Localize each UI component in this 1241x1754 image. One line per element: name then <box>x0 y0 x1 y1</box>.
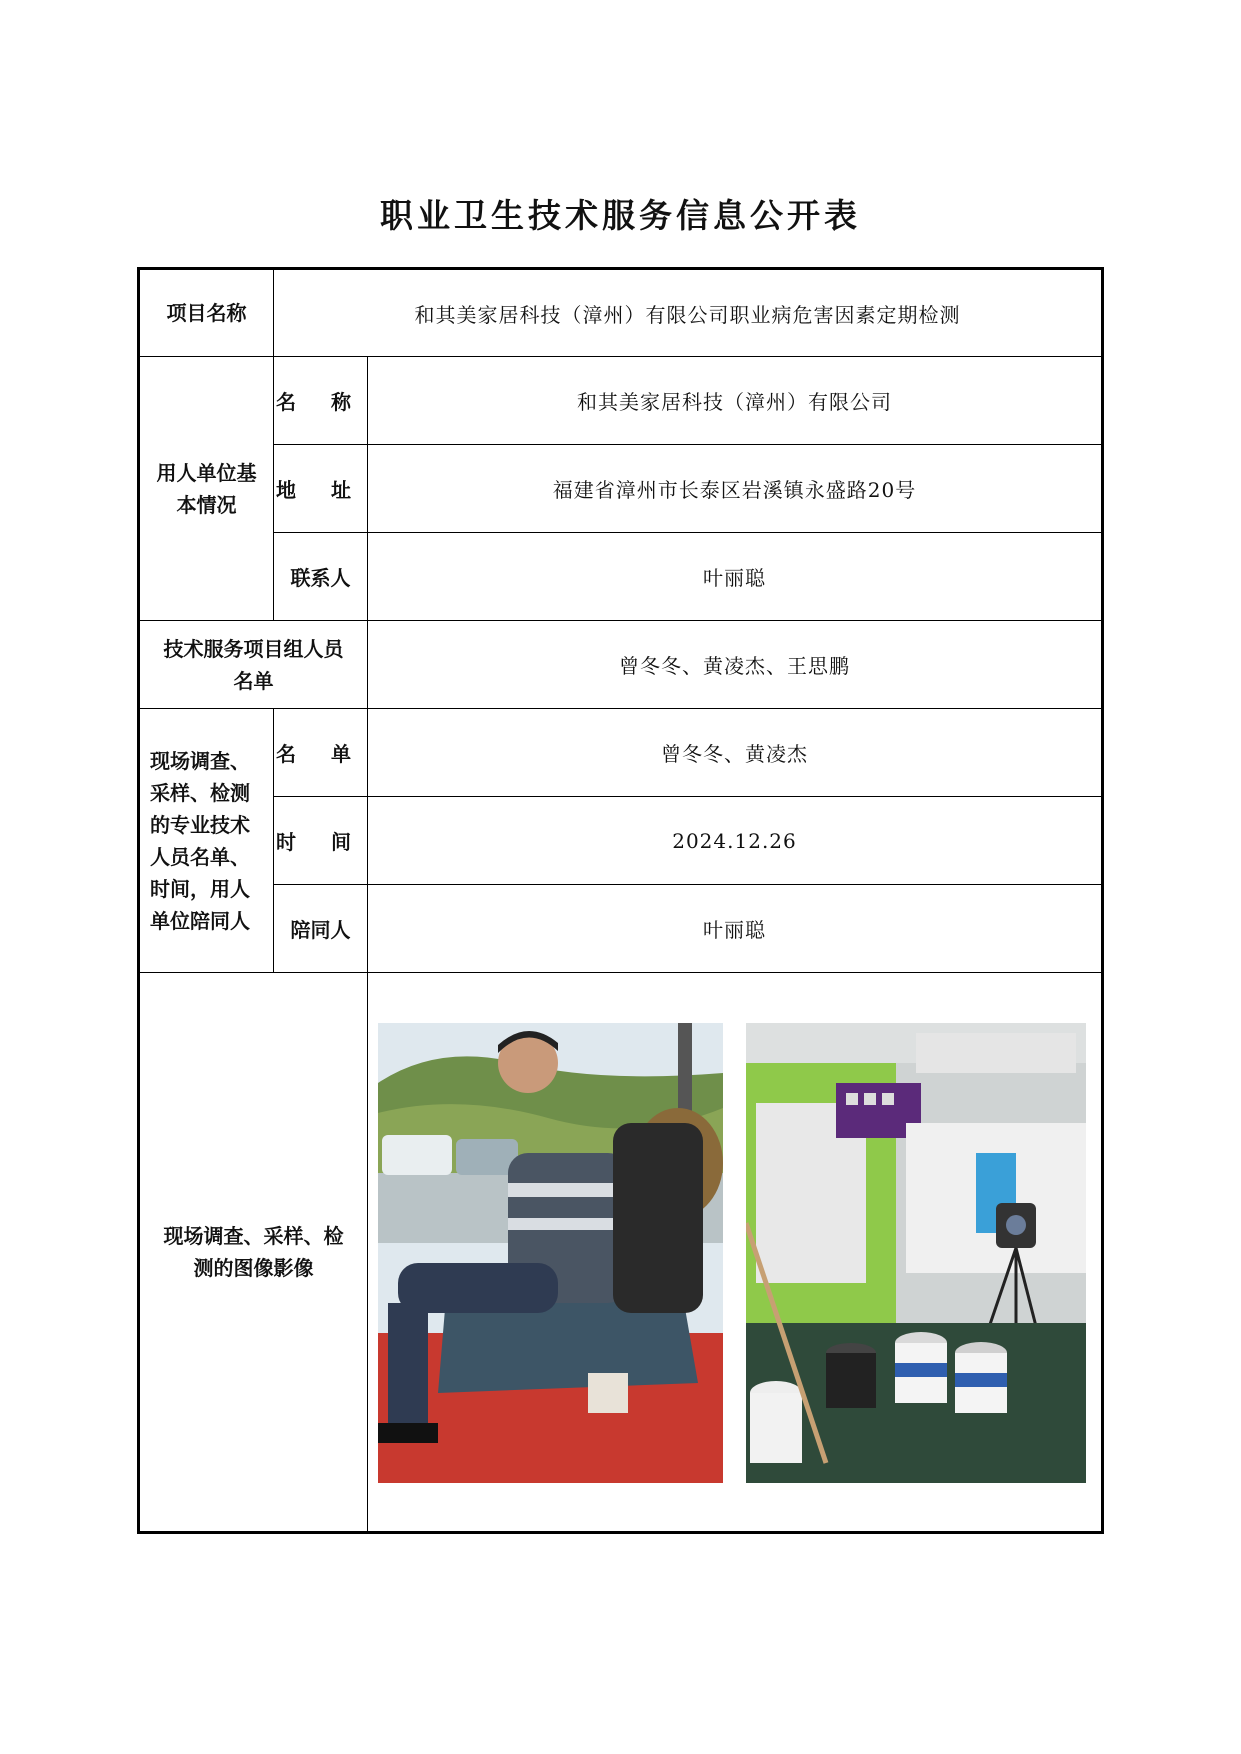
onsite-label <box>139 709 274 973</box>
onsite-photo-forklift <box>378 1023 723 1483</box>
onsite-escort-label: 陪同人 <box>274 885 368 973</box>
photo-area <box>368 973 1101 1531</box>
onsite-list-label: 名 单 <box>274 709 368 797</box>
employer-name-value: 和其美家居科技（漳州）有限公司 <box>368 357 1103 445</box>
employer-label-text: 用人单位基本情况 <box>156 460 257 517</box>
images-label-text: 现场调查、采样、检测的图像影像 <box>163 1224 344 1280</box>
onsite-escort-value: 叶丽聪 <box>368 885 1103 973</box>
row-project <box>139 269 1103 357</box>
onsite-list-value: 曾冬冬、黄凌杰 <box>368 709 1103 797</box>
project-name-label: 项目名称 <box>139 269 274 357</box>
onsite-photo-instrument <box>746 1023 1086 1483</box>
row-employer-name <box>139 357 1103 445</box>
employer-contact-value: 叶丽聪 <box>368 533 1103 621</box>
images-label <box>139 973 368 1533</box>
employer-address-value: 福建省漳州市长泰区岩溪镇永盛路20号 <box>368 445 1103 533</box>
project-name-value: 和其美家居科技（漳州）有限公司职业病危害因素定期检测 <box>274 269 1103 357</box>
info-table <box>137 267 1104 1534</box>
row-images <box>139 973 1103 1533</box>
row-employer-address <box>139 445 1103 533</box>
employer-name-label: 名 称 <box>274 357 368 445</box>
document-title: 职业卫生技术服务信息公开表 <box>380 196 861 235</box>
team-label <box>139 621 368 709</box>
onsite-time-label: 时 间 <box>274 797 368 885</box>
onsite-label-text: 现场调查、采样、检测的专业技术人员名单、时间，用人单位陪同人 <box>150 748 250 933</box>
images-cell <box>368 973 1103 1533</box>
employer-contact-label: 联系人 <box>274 533 368 621</box>
row-onsite-time <box>139 797 1103 885</box>
onsite-time-value: 2024.12.26 <box>368 797 1103 885</box>
forklift-photo-image <box>378 1023 723 1483</box>
row-onsite-list <box>139 709 1103 797</box>
employer-address-label: 地 址 <box>274 445 368 533</box>
row-employer-contact <box>139 533 1103 621</box>
row-onsite-escort <box>139 885 1103 973</box>
team-label-text: 技术服务项目组人员名单 <box>163 636 344 693</box>
row-team <box>139 621 1103 709</box>
instrument-photo-image <box>746 1023 1086 1483</box>
team-value: 曾冬冬、黄凌杰、王思鹏 <box>368 621 1103 709</box>
employer-basic-info-label <box>139 357 274 621</box>
